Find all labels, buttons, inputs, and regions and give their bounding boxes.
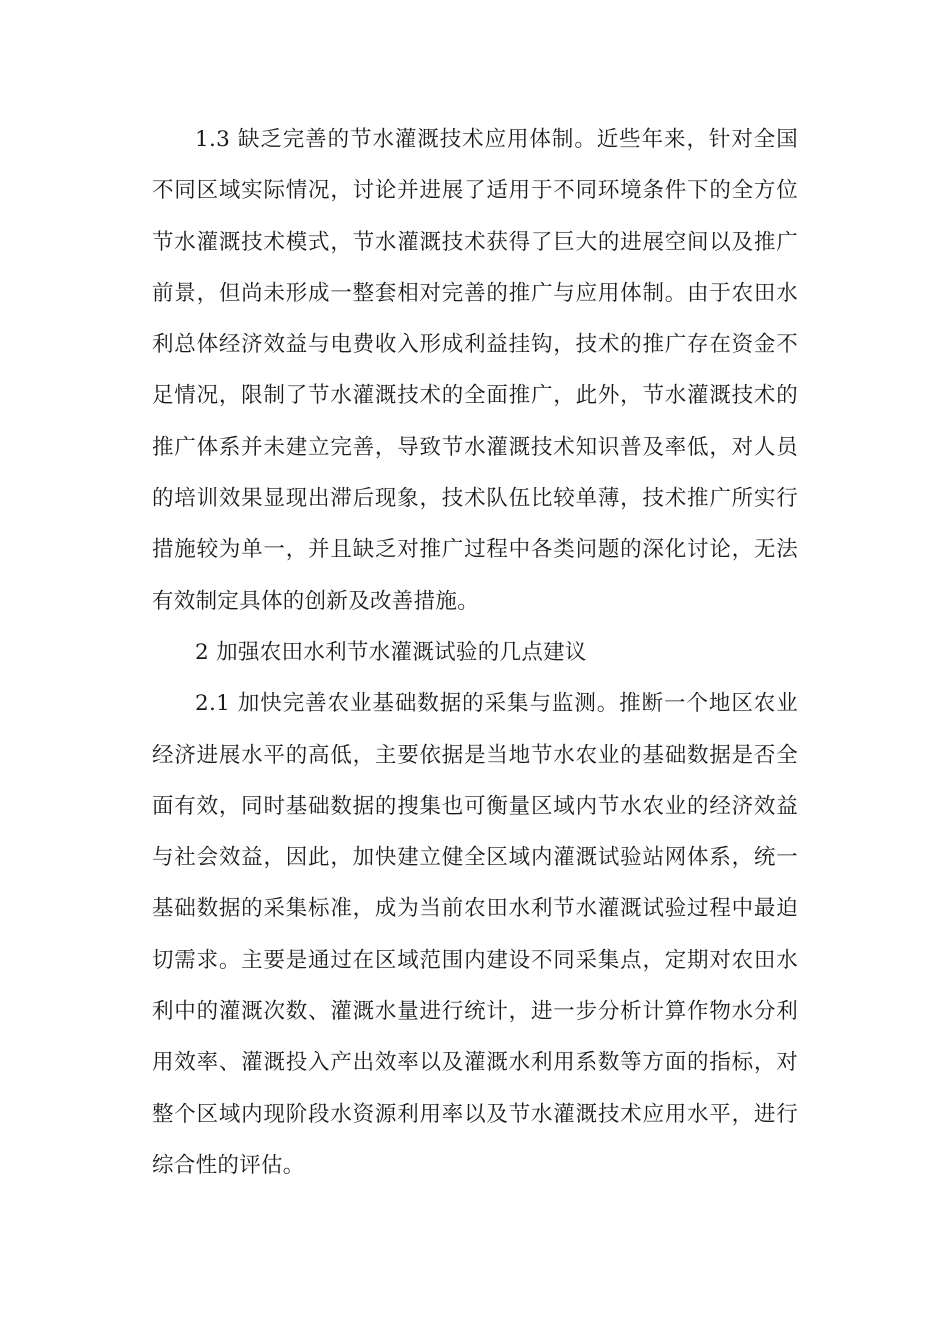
- paragraph-section-1-3: 1.3 缺乏完善的节水灌溉技术应用体制。近些年来，针对全国不同区域实际情况，讨论并进展了适用于不同环境条件下的全方位节水灌溉技术模式，节水灌溉技术获得了巨大的进展空间以及推广前景，但尚未形成一整套相对完善的推广与应用体制。由于农田水利总体经济效益与电费收入形成利益挂钩，技术的推广存在资金不足情况，限制了节水灌溉技术的全面推广，此外，节水灌溉技术的推广体系并未建立完善，导致节水灌溉技术知识普及率低，对人员的培训效果显现出滞后现象，技术队伍比较单薄，技术推广所实行措施较为单一，并且缺乏对推广过程中各类问题的深化讨论，无法有效制定具体的创新及改善措施。: [152, 127, 798, 614]
- heading-section-2: 2 加强农田水利节水灌溉试验的几点建议: [195, 639, 587, 665]
- document-body: [152, 114, 798, 1191]
- paragraph-section-2-1: 2.1 加快完善农业基础数据的采集与监测。推断一个地区农业经济进展水平的高低，主要依据是当地节水农业的基础数据是否全面有效，同时基础数据的搜集也可衡量区域内节水农业的经济效益与社会效益，因此，加快建立健全区域内灌溉试验站网体系，统一基础数据的采集标准，成为当前农田水利节水灌溉试验过程中最迫切需求。主要是通过在区域范围内建设不同采集点，定期对农田水利中的灌溉次数、灌溉水量进行统计，进一步分析计算作物水分利用效率、灌溉投入产出效率以及灌溉水利用系数等方面的指标，对整个区域内现阶段水资源利用率以及节水灌溉技术应用水平，进行综合性的评估。: [152, 691, 798, 1178]
